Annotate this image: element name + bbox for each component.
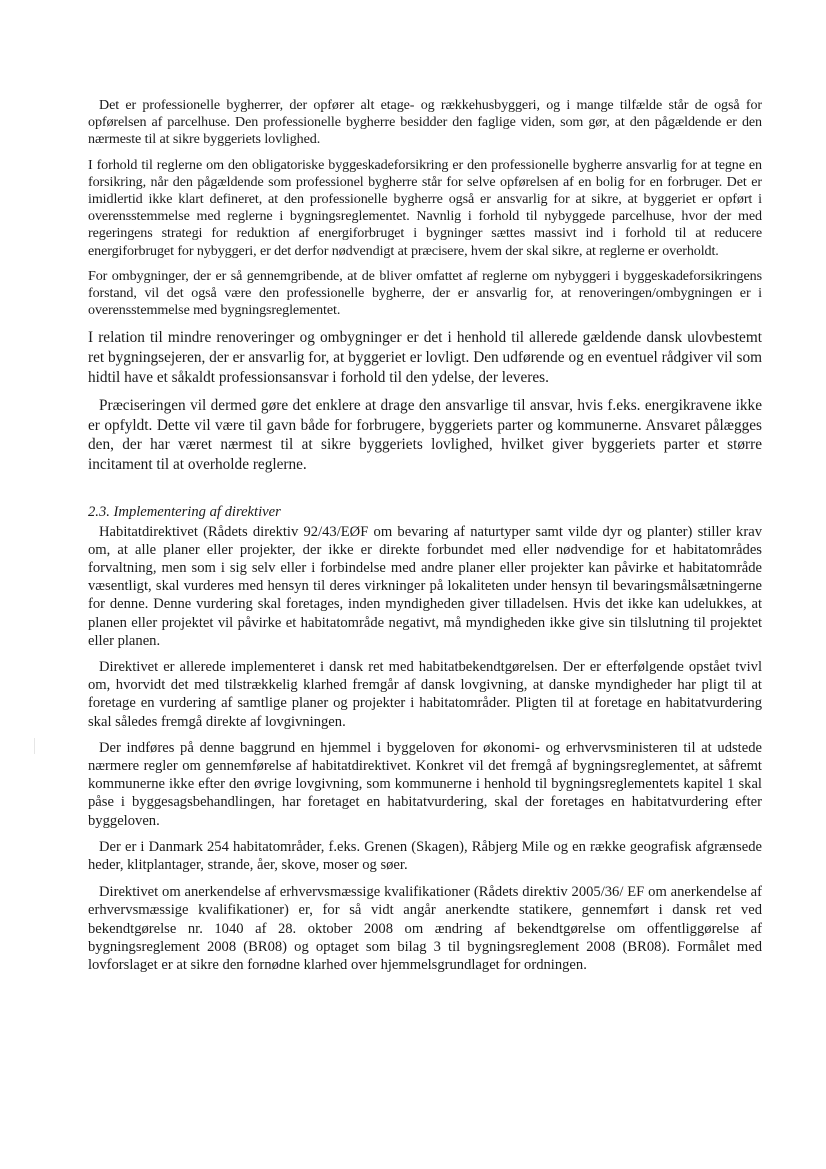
- paragraph-clarification: Præciseringen vil dermed gøre det enklere at drage den ansvarlige til ansvar, hvis f.eks. energikravene ikke er opfyldt. Dette vil være til gavn både for forbrugere, byggeriets parter og kommunerne. Ansvaret pålægges den, der har været nærmest til at sikre byggeriets lovlighed, hvilket giver byggeriets parter et større incitament til at overholde reglerne.: [88, 397, 762, 473]
- paragraph-implementation: Direktivet er allerede implementeret i dansk ret med habitatbekendtgørelsen. Der er efterfølgende opstået tvivl om, hvorvidt det med tilstrækkelig klarhed fremgår af dansk lovgivning, at danske myndigheder har pligt til at foretage en vurdering af samtlige planer og projekter i habitatområder. Pligten til at foretage en habitatvurdering skal således fremgå direkte af lovgivningen.: [88, 659, 762, 730]
- paragraph-minor-renovations: I relation til mindre renoveringer og ombygninger er det i henhold til allerede gældende dansk ulovbestemt ret bygningsejeren, der er ansvarlig for, at byggeriet er lovligt. Den udførende og en eventuel rådgiver vil som hidtil have et såkaldt professionsansvar i forhold til den ydelse, der leveres.: [88, 329, 762, 386]
- paragraph-renovations: For ombygninger, der er så gennemgribende, at de bliver omfattet af reglerne om nybyggeri i byggeskadeforsikringens forstand, vil det også være den professionelle bygherre, der er ansvarlig for, at renoveringen/ombygningen er i overensstemmelse med bygningsreglementet.: [88, 267, 762, 319]
- paragraph-qualifications-directive: Direktivet om anerkendelse af erhvervsmæssige kvalifikationer (Rådets direktiv 2005/36/ EF om anerkendelse af erhvervsmæssige kvalifikationer) er, for så vidt angår anerkendte statikere, gennemført i dansk ret ved bekendtgørelse nr. 1040 af 28. oktober 2008 om ændring af bekendtgørelse om offentliggørelse af bygningsreglement 2008 (BR08) og optaget som bilag 3 til bygningsreglement 2008 (BR08). Formålet med lovforslaget er at sikre den fornødne klarhed over hjemmelsgrundlaget for ordningen.: [88, 884, 762, 974]
- paragraph-authority: Der indføres på denne baggrund en hjemmel i byggeloven for økonomi- og erhvervsministeren til at udstede nærmere regler om gennemførelse af habitatdirektivet. Konkret vil det fremgå af bygningsreglementet, at såfremt kommunerne ikke efter den øvrige lovgivning, som kommunerne i henhold til bygningsreglementets kapitel 1 skal påse i byggesagsbehandlingen, har foretaget en habitatvurdering, skal der foretages en habitatvurdering efter byggeloven.: [88, 739, 762, 829]
- paragraph-building-insurance: I forhold til reglerne om den obligatoriske byggeskadeforsikring er den professionelle bygherre ansvarlig for at tegne en forsikring, når den pågældende som professionel bygherre står for selve opførelsen af en bolig for en forbruger. Det er imidlertid ikke klart defineret, at den professionelle bygherre også er ansvarlig for at sikre, at byggeriet er opført i overensstemmelse med reglerne i bygningsreglementet. Navnlig i forhold til nybyggede parcelhuse, hvor der med regeringens strategi for reduktion af energiforbruget i bygninger sættes massivt ind i forhold til at reducere energiforbruget for nybyggeri, er det derfor nødvendigt at præcisere, hvem der skal sikre, at reglerne er overholdt.: [88, 156, 762, 259]
- paragraph-habitat-areas: Der er i Danmark 254 habitatområder, f.eks. Grenen (Skagen), Råbjerg Mile og en række geografisk afgrænsede heder, klitplantager, strande, åer, skove, moser og søer.: [88, 838, 762, 874]
- scan-margin-mark: [34, 738, 35, 754]
- document-body: [88, 97, 762, 974]
- paragraph-professional-builders: Det er professionelle bygherrer, der opfører alt etage- og rækkehusbyggeri, og i mange tilfælde står de også for opførelsen af parcelhuse. Den professionelle bygherre besidder den faglige viden, som gør, at den pågældende er den nærmeste til at sikre byggeriets lovlighed.: [88, 97, 762, 148]
- section-heading: 2.3. Implementering af direktiver: [88, 503, 281, 520]
- paragraph-habitat-directive: Habitatdirektivet (Rådets direktiv 92/43/EØF om bevaring af naturtyper samt vilde dyr og planter) stiller krav om, at alle planer eller projekter, der ikke er direkte forbundet med eller nødvendige for et habitatområdes forvaltning, men som i sig selv eller i forbindelse med andre planer eller projekter kan påvirke et habitatområde væsentligt, skal vurderes med hensyn til deres virkninger på lokaliteten under hensyn til bevaringsmålsætningerne for denne. Denne vurdering skal foretages, inden myndigheden giver tilladelsen. Hvis det ikke kan udelukkes, at planen eller projektet vil påvirke et habitatområde negativt, må myndigheden ikke give sin tilslutning til projektet eller planen.: [88, 523, 762, 649]
